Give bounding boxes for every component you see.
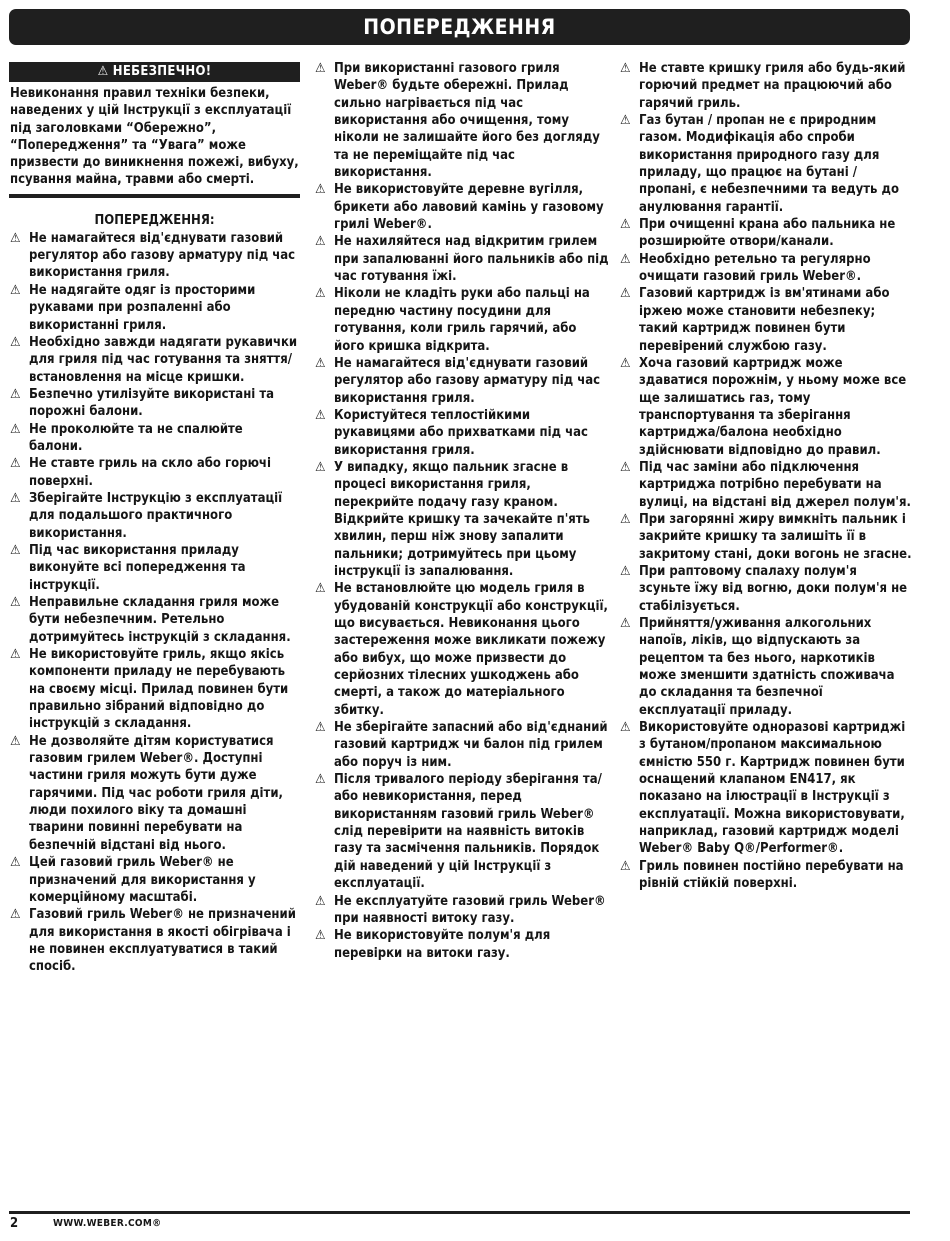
warning-triangle-icon: ⚠: [10, 421, 21, 437]
warning-item: [314, 407, 609, 459]
warning-text: При очищенні крана або пальника не розширюйте отвори/канали.: [639, 217, 896, 250]
warning-list-2: [314, 60, 609, 962]
warning-text: Після тривалого періоду зберігання та/або невикористання, перед використанням газовий гриль Weber® слід перевірити на наявність витоків газу та засмічення пальників. Порядок дій наведений у цій Інструкції з експлуатації.: [334, 772, 602, 892]
warning-text: При використанні газового гриля Weber® будьте обережні. Прилад сильно нагрівається під час використання або очищення, тому ніколи не залишайте його без догляду та не переміщайте під час використання.: [334, 61, 600, 181]
warning-list-1: [9, 230, 300, 976]
warning-item: [619, 459, 912, 511]
warning-text: Під час заміни або підключення картриджа потрібно перебувати на вулиці, на відстані від джерел полум'я.: [639, 459, 911, 510]
warning-item: [619, 615, 912, 719]
warning-text: Гриль повинен постійно перебувати на рівній стійкій поверхні.: [639, 858, 904, 892]
warning-text: Не встановлюйте цю модель гриля в убудованій конструкції або конструкції, що висувається. Невиконання цього застереження може викликати пожежу або вибух, що може призвести до серйозних тілесних ушкоджень або смерті, а також до матеріального збитку.: [334, 581, 608, 718]
warning-triangle-icon: ⚠: [10, 855, 21, 871]
warning-triangle-icon: ⚠: [10, 230, 21, 246]
warning-text: Не зберігайте запасний або від'єднаний газовий картридж чи балон під грилем або поруч із ним.: [334, 720, 608, 770]
warning-text: При загорянні жиру вимкніть пальник і закрийте кришку та залишіть її в закритому стані, доки вогонь не згасне.: [639, 511, 912, 562]
warning-item: [314, 60, 609, 181]
warning-triangle-icon: ⚠: [315, 772, 326, 788]
warning-triangle-icon: ⚠: [620, 217, 631, 233]
warning-item: [619, 858, 912, 893]
warning-item: [619, 511, 912, 563]
warning-item: [9, 421, 300, 456]
warning-item: [9, 906, 300, 975]
warning-text: Необхідно завжди надягати рукавички для гриля під час готування та зняття/встановлення на місце кришки.: [29, 334, 298, 385]
footer-divider: [9, 1211, 910, 1214]
warning-triangle-icon: ⚠: [10, 542, 21, 558]
warning-text: Ніколи не кладіть руки або пальці на передню частину посудини для готування, коли гриль гарячий, або його кришка відкрита.: [334, 286, 590, 354]
website-link[interactable]: WWW.WEBER.COM®: [53, 1218, 162, 1229]
warning-text: Газовий гриль Weber® не призначений для використання в якості обігрівача і не повинен експлуатуватися в такий спосіб.: [29, 907, 296, 975]
warning-text: Використовуйте одноразові картриджі з бутаном/пропаном максимальною ємністю 550 г. Картридж повинен бути оснащений клапаном EN417, як показано на ілюстрації в Інструкції з експлуатації. Можна використовувати, наприклад, газовий картридж моделі Weber® Baby Q®/Performer®.: [639, 720, 906, 857]
warning-text: Не надягайте одяг із просторими рукавами при розпаленні або використанні гриля.: [29, 282, 256, 333]
section-divider: [9, 194, 300, 198]
warning-item: [9, 386, 300, 421]
warning-triangle-icon: ⚠: [620, 720, 631, 736]
warning-triangle-icon: ⚠: [10, 595, 21, 610]
warning-triangle-icon: ⚠: [315, 355, 326, 371]
column-3: [619, 60, 912, 893]
warning-triangle-icon: ⚠: [620, 286, 631, 302]
warning-item: [9, 230, 300, 282]
warning-item: [9, 594, 300, 646]
warning-text: Користуйтеся теплостійкими рукавицями або прихватками під час використання гриля.: [334, 407, 588, 458]
warning-item: [314, 893, 609, 928]
warning-item: [9, 282, 300, 334]
page-title: ПОПЕРЕДЖЕННЯ: [363, 15, 556, 39]
column-1: [9, 60, 300, 976]
warning-item: [314, 285, 609, 354]
warning-item: [619, 251, 912, 286]
warning-triangle-icon: ⚠: [620, 459, 631, 475]
warning-triangle-icon: ⚠: [10, 456, 21, 472]
warning-item: [314, 233, 609, 285]
warning-triangle-icon: ⚠: [620, 251, 631, 267]
warning-text: У випадку, якщо пальник згасне в процесі використання гриля, перекрийте подачу газу краном. Відкрийте кришку та зачекайте п'ять хвилин, перш ніж знову запалити пальники; дотримуйтесь при цьому інструкції із запалювання.: [334, 459, 590, 579]
warning-triangle-icon: ⚠: [315, 61, 326, 76]
warning-item: [619, 216, 912, 251]
warning-text: Не ставте гриль на скло або горючі поверхні.: [29, 456, 271, 489]
warning-item: [619, 563, 912, 615]
warning-text: Не намагайтеся від'єднувати газовий регулятор або газову арматуру під час використання гриля.: [29, 230, 296, 281]
warning-item: [9, 733, 300, 854]
warning-item: [314, 719, 609, 771]
warning-text: Не проколюйте та не спалюйте балони.: [29, 421, 243, 454]
warning-item: [9, 334, 300, 386]
warning-triangle-icon: ⚠: [620, 858, 631, 874]
warning-item: [9, 646, 300, 733]
warning-item: [619, 112, 912, 216]
warning-triangle-icon: ⚠: [315, 581, 326, 597]
warning-text: Безпечно утилізуйте використані та порожні балони.: [29, 386, 275, 420]
warning-text: Не використовуйте полум'я для перевірки на витоки газу.: [334, 928, 551, 961]
warning-text: Неправильне складання гриля може бути небезпечним. Ретельно дотримуйтесь інструкцій з складання.: [29, 595, 291, 645]
warning-triangle-icon: ⚠: [620, 61, 631, 76]
warning-text: Прийняття/уживання алкогольних напоїв, ліків, що відпускають за рецептом та без нього, наркотиків може зменшити здатність споживача до складання та безпечної експлуатації приладу.: [639, 616, 895, 718]
warning-text: Не нахиляйтеся над відкритим грилем при запалюванні його пальників або під час готування їжі.: [334, 234, 609, 285]
warning-triangle-icon: ⚠: [10, 490, 21, 506]
warning-triangle-icon: ⚠: [315, 459, 326, 475]
warning-text: Необхідно ретельно та регулярно очищати газовий гриль Weber®.: [639, 251, 871, 285]
warning-triangle-icon: ⚠: [315, 893, 326, 909]
warning-triangle-icon: ⚠: [10, 907, 21, 923]
warning-text: Не намагайтеся від'єднувати газовий регулятор або газову арматуру під час використання гриля.: [334, 355, 601, 406]
column-2: [314, 60, 609, 962]
header-bar: [9, 9, 910, 45]
warning-text: Не використовуйте деревне вугілля, брикети або лавовий камінь у газовому грилі Weber®.: [334, 182, 604, 233]
warning-item: [619, 719, 912, 858]
warning-item: [9, 490, 300, 542]
warning-triangle-icon: ⚠: [315, 286, 326, 302]
warning-triangle-icon: ⚠: [10, 733, 21, 749]
warning-text: При раптовому спалаху полум'я зсуньте їжу від вогню, доки полум'я не стабілізується.: [639, 563, 908, 614]
warning-item: [314, 459, 609, 580]
warning-text: Не дозволяйте дітям користуватися газовим грилем Weber®. Доступні частини гриля можуть бути дуже гарячими. Під час роботи гриля діти, люди похилого віку та домашні тварини повинні перебувати на безпечній відстані від нього.: [29, 733, 283, 853]
warning-text: Під час використання приладу виконуйте всі попередження та інструкції.: [29, 542, 246, 593]
warning-triangle-icon: ⚠: [10, 386, 21, 402]
warning-triangle-icon: ⚠: [315, 928, 326, 944]
warning-item: [619, 60, 912, 112]
warning-triangle-icon: ⚠: [620, 616, 631, 631]
warning-triangle-icon: ⚠: [315, 234, 326, 250]
warning-item: [9, 455, 300, 490]
warnings-heading: ПОПЕРЕДЖЕННЯ:: [94, 212, 215, 228]
warning-triangle-icon: ⚠: [620, 563, 631, 579]
warning-triangle-icon: ⚠: [620, 511, 631, 527]
warning-triangle-icon: ⚠: [10, 647, 21, 663]
warning-item: [314, 355, 609, 407]
warning-text: Газовий картридж із вм'ятинами або іржею може становити небезпеку; такий картридж повинен бути перевірений службою газу.: [639, 286, 890, 354]
page-number: 2: [10, 1216, 19, 1231]
danger-label: ⚠ НЕБЕЗПЕЧНО!: [9, 62, 300, 82]
warning-text: Не експлуатуйте газовий гриль Weber® при наявності витоку газу.: [334, 893, 606, 926]
warning-triangle-icon: ⚠: [10, 334, 21, 350]
warning-triangle-icon: ⚠: [620, 113, 631, 129]
warning-item: [314, 580, 609, 719]
warning-triangle-icon: ⚠: [315, 720, 326, 736]
warning-triangle-icon: ⚠: [315, 182, 326, 198]
warning-text: Хоча газовий картридж може здаватися порожнім, у ньому може все ще залишатись газ, тому транспортування та зберігання картриджа/балона необхідно здійснювати відповідно до правил.: [639, 355, 907, 458]
danger-text: Невиконання правил техніки безпеки, наведених у цій Інструкції з експлуатації під заголовками “Обережно”, “Попередження” та “Увага” може призвести до виникнення пожежі, вибуху, псування майна, травми або смерті.: [10, 86, 299, 188]
warning-text: Зберігайте Інструкцію з експлуатації для подальшого практичного використання.: [29, 490, 283, 541]
warning-item: [9, 854, 300, 906]
warning-item: [314, 771, 609, 892]
warning-item: [314, 181, 609, 233]
warning-item: [9, 542, 300, 594]
warning-item: [619, 355, 912, 459]
warning-item: [619, 285, 912, 354]
warning-text: Не використовуйте гриль, якщо якісь компоненти приладу не перебувають на своєму місці. Прилад повинен бути правильно зібраний відповідно до інструкцій з складання.: [29, 647, 289, 732]
warning-list-3: [619, 60, 912, 893]
warning-text: Цей газовий гриль Weber® не призначений для використання у комерційному масштабі.: [29, 855, 256, 905]
warning-text: Газ бутан / пропан не є природним газом. Модифікація або спроби використання природного газу для приладу, що працює на бутані / пропані, є небезпечними та ведуть до анулювання гарантії.: [639, 113, 899, 215]
warning-text: Не ставте кришку гриля або будь-який горючий предмет на працюючий або гарячий гриль.: [639, 61, 906, 111]
warning-item: [314, 927, 609, 962]
warning-triangle-icon: ⚠: [10, 282, 21, 298]
warning-triangle-icon: ⚠: [620, 355, 631, 371]
warning-triangle-icon: ⚠: [315, 407, 326, 423]
